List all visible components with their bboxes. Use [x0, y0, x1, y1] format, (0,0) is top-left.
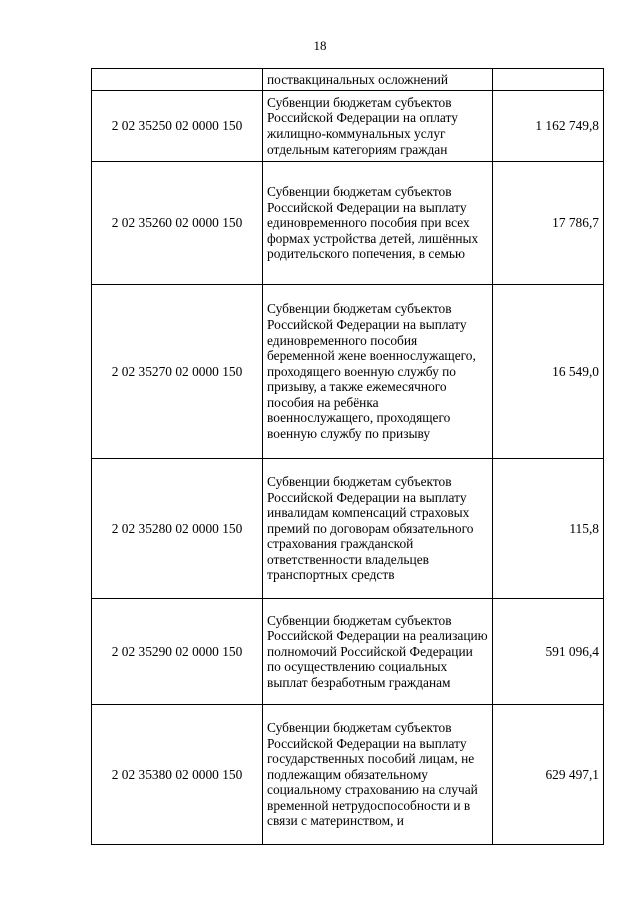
budget-code-cell: 2 02 35290 02 0000 150	[92, 599, 263, 705]
description-cell: Субвенции бюджетам субъектов Российской Федерации на выплату государственных пособий лицам, не подлежащим обязательному социальному страхованию на случай временной нетрудоспособности и в связи с материнством, и	[263, 705, 493, 845]
amount-cell: 629 497,1	[493, 705, 604, 845]
page-number: 18	[313, 38, 327, 53]
amount-cell: 591 096,4	[493, 599, 604, 705]
budget-code-cell: 2 02 35250 02 0000 150	[92, 91, 263, 162]
amount-cell: 17 786,7	[493, 162, 604, 285]
table-row	[92, 459, 604, 599]
table-row	[92, 285, 604, 459]
budget-code-cell: 2 02 35260 02 0000 150	[92, 162, 263, 285]
description-cell: поствакцинальных осложнений	[263, 69, 493, 91]
description-cell: Субвенции бюджетам субъектов Российской Федерации на выплату единовременного пособия при всех формах устройства детей, лишённых родительского попечения, в семью	[263, 162, 493, 285]
budget-table	[91, 68, 604, 845]
amount-cell: 1 162 749,8	[493, 91, 604, 162]
budget-code-cell	[92, 69, 263, 91]
description-cell: Субвенции бюджетам субъектов Российской Федерации на оплату жилищно-коммунальных услуг отдельным категориям граждан	[263, 91, 493, 162]
amount-cell: 16 549,0	[493, 285, 604, 459]
amount-cell: 115,8	[493, 459, 604, 599]
table-row	[92, 599, 604, 705]
budget-code-cell: 2 02 35270 02 0000 150	[92, 285, 263, 459]
table-row	[92, 69, 604, 91]
table-row	[92, 162, 604, 285]
budget-code-cell: 2 02 35380 02 0000 150	[92, 705, 263, 845]
description-cell: Субвенции бюджетам субъектов Российской Федерации на реализацию полномочий Российской Федерации по осуществлению социальных выплат безработным гражданам	[263, 599, 493, 705]
budget-code-cell: 2 02 35280 02 0000 150	[92, 459, 263, 599]
table-row	[92, 705, 604, 845]
description-cell: Субвенции бюджетам субъектов Российской Федерации на выплату единовременного пособия беременной жене военнослужащего, проходящего военную службу по призыву, а также ежемесячного пособия на ребёнка военнослужащего, проходящего военную службу по призыву	[263, 285, 493, 459]
table-row	[92, 91, 604, 162]
amount-cell	[493, 69, 604, 91]
description-cell: Субвенции бюджетам субъектов Российской Федерации на выплату инвалидам компенсаций страховых премий по договорам обязательного страхования гражданской ответственности владельцев транспортных средств	[263, 459, 493, 599]
